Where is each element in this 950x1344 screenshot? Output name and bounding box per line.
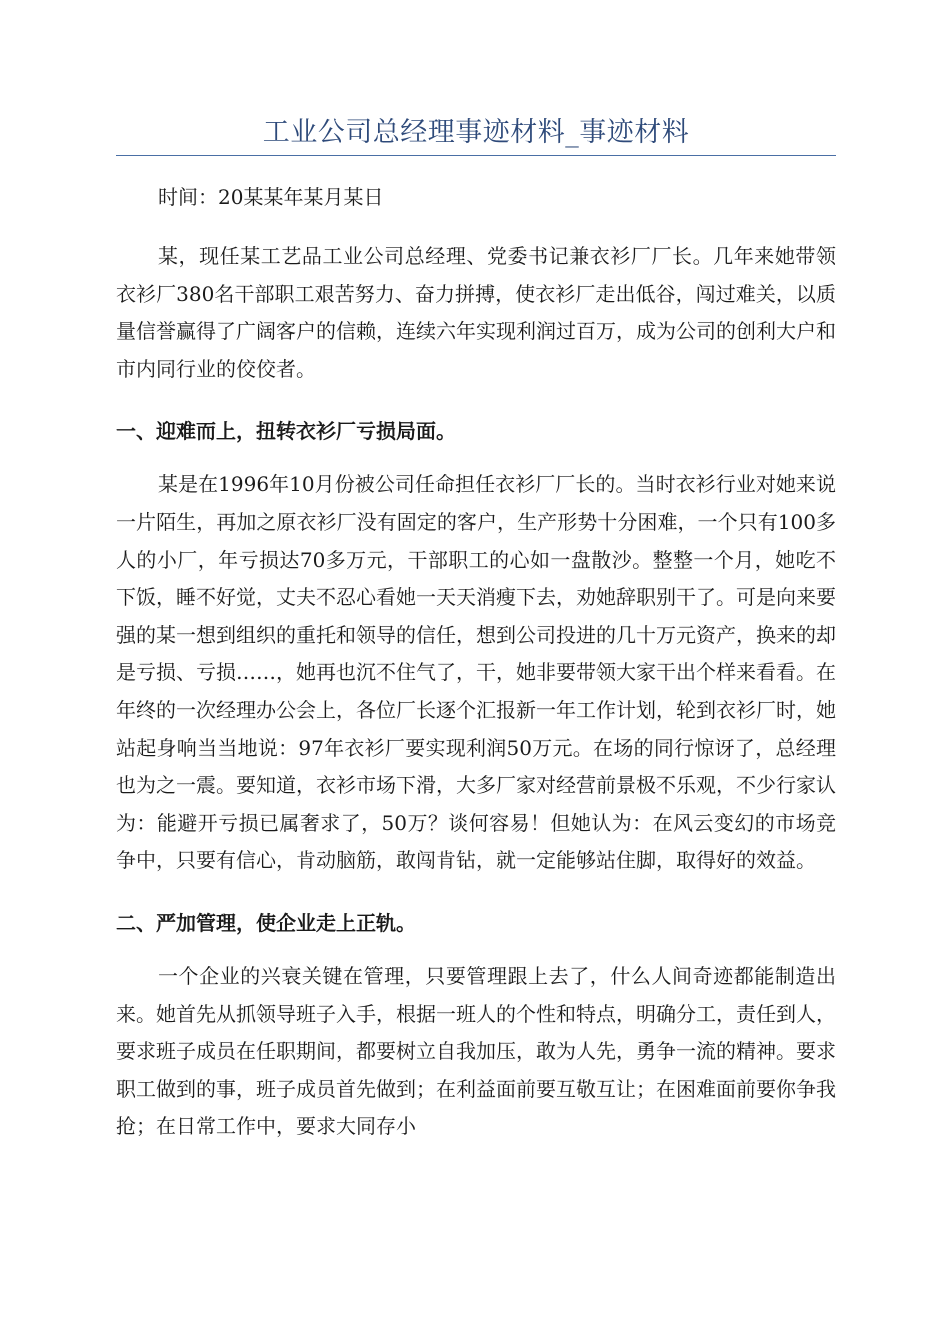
title-underline xyxy=(116,155,836,156)
intro-paragraph: 某，现任某工艺品工业公司总经理、党委书记兼衣衫厂厂长。几年来她带领衣衫厂380名干部职工艰苦努力、奋力拼搏，使衣衫厂走出低谷，闯过难关，以质量信誉赢得了广阔客户的信赖，连续六年实现利润过百万，成为公司的创利大户和市内同行业的佼佼者。 xyxy=(116,244,836,381)
section-body-2: 一个企业的兴衰关键在管理，只要管理跟上去了，什么人间奇迹都能制造出来。她首先从抓领导班子入手，根据一班人的个性和特点，明确分工，责任到人，要求班子成员在任职期间，都要树立自我加压，敢为人先，勇争一流的精神。要求职工做到的事，班子成员首先做到；在利益面前要互敬互让；在困难面前要你争我抢；在日常工作中，要求大同存小 xyxy=(116,963,836,1139)
date-line: 时间：20某某年某月某日 xyxy=(158,185,384,209)
section-heading-2: 二、严加管理，使企业走上正轨。 xyxy=(116,910,416,935)
section-heading-1: 一、迎难而上，扭转衣衫厂亏损局面。 xyxy=(116,419,456,444)
document-title: 工业公司总经理事迹材料_事迹材料 xyxy=(262,117,690,148)
section-body-1: 某是在1996年10月份被公司任命担任衣衫厂厂长的。当时衣衫行业对她来说一片陌生，再加之原衣衫厂没有固定的客户，生产形势十分困难，一个只有100多人的小厂，年亏损达70多万元，干部职工的心如一盘散沙。整整一个月，她吃不下饭，睡不好觉，丈夫不忍心看她一天天消瘦下去，劝她辞职别干了。可是向来要强的某一想到组织的重托和领导的信任，想到公司投进的几十万元资产，换来的却是亏损、亏损……，她再也沉不住气了，干，她非要带领大家干出个样来看看。在年终的一次经理办公会上，各位厂长逐个汇报新一年工作计划，轮到衣衫厂时，她站起身响当当地说：97年衣衫厂要实现利润50万元。在场的同行惊讶了，总经理也为之一震。要知道，衣衫市场下滑，大多厂家对经营前景极不乐观，不少行家认为：能避开亏损已属奢求了，50万？谈何容易！但她认为：在风云变幻的市场竞争中，只要有信心，肯动脑筋，敢闯肯钻，就一定能够站住脚，取得好的效益。 xyxy=(116,472,836,873)
document-page xyxy=(116,0,836,1146)
